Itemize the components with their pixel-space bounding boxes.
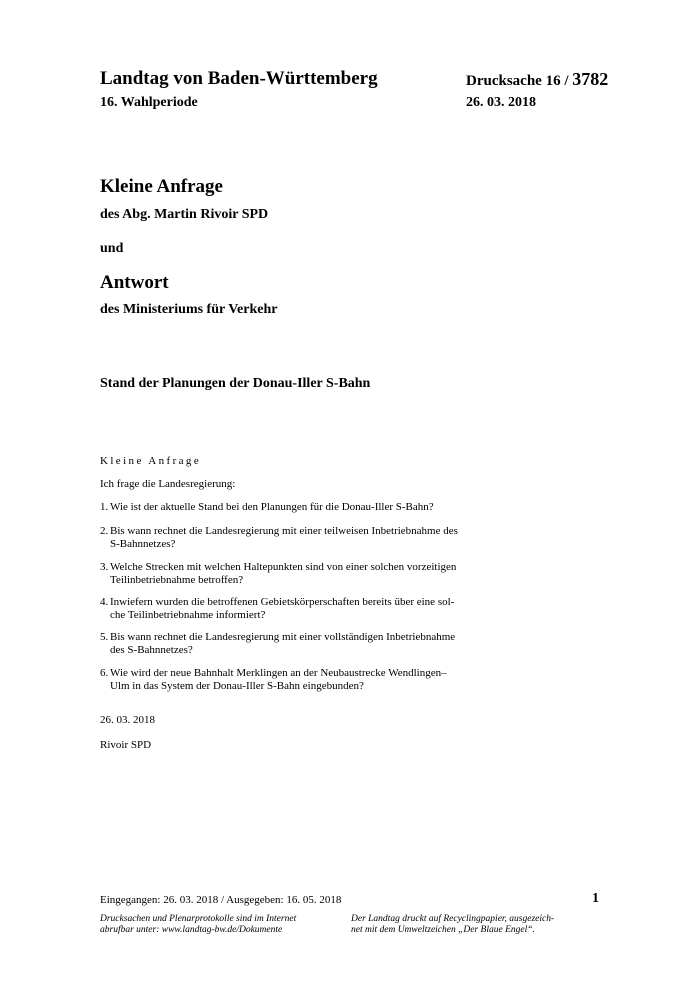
signature-date: 26. 03. 2018 [100, 714, 155, 726]
footer-note-left [100, 914, 296, 936]
question-line: Bis wann rechnet die Landesregierung mit einer teilweisen Inbetriebnahme des [110, 525, 458, 537]
question-line: Welche Strecken mit welchen Haltepunkten sind von einer solchen vorzeitigen [110, 561, 457, 573]
question-text [100, 596, 472, 622]
footer-note-line: abrufbar unter: www.landtag-bw.de/Dokumente [100, 925, 283, 935]
answer-author: des Ministeriums für Verkehr [100, 302, 278, 317]
footer-note-line: Drucksachen und Plenarprotokolle sind im Internet [100, 914, 297, 924]
question-number: 2. [100, 525, 109, 537]
question-number: 3. [100, 561, 109, 573]
section-label: Kleine Anfrage [100, 455, 202, 467]
inquiry-intro: Ich frage die Landesregierung: [100, 478, 236, 490]
parliament-name: Landtag von Baden-Württemberg [100, 68, 378, 89]
answer-heading: Antwort [100, 272, 169, 293]
question-2 [100, 525, 472, 551]
question-5 [100, 631, 472, 657]
footer-note-line: net mit dem Umweltzeichen „Der Blaue Engel“. [351, 925, 535, 935]
question-line: Ulm in das System der Donau-Iller S-Bahn eingebunden? [110, 680, 364, 692]
question-3 [100, 561, 472, 587]
question-number: 4. [100, 596, 109, 608]
signature-name: Rivoir SPD [100, 739, 152, 751]
inquiry-heading: Kleine Anfrage [100, 176, 223, 197]
conjunction: und [100, 241, 124, 256]
question-text [100, 525, 472, 551]
inquiry-author: des Abg. Martin Rivoir SPD [100, 207, 269, 222]
question-line: Wie wird der neue Bahnhalt Merklingen an der Neubaustrecke Wendlingen– [110, 667, 447, 679]
legislative-period: 16. Wahlperiode [100, 95, 198, 110]
document-label: Drucksache 16 / [466, 73, 573, 89]
question-line: Teilinbetriebnahme betroffen? [110, 574, 244, 586]
question-line: Wie ist der aktuelle Stand bei den Planungen für die Donau-Iller S-Bahn? [110, 501, 434, 513]
document-number [466, 69, 608, 90]
question-number: 6. [100, 667, 109, 679]
footer-note-line: Der Landtag druckt auf Recyclingpapier, ausgezeich- [351, 914, 555, 924]
question-line: S-Bahnnetzes? [110, 538, 176, 550]
footer-note-right [351, 914, 554, 936]
received-issued-dates: Eingegangen: 26. 03. 2018 / Ausgegeben: 16. 05. 2018 [100, 894, 342, 906]
question-text [100, 631, 472, 657]
question-line: Inwiefern wurden die betroffenen Gebietskörperschaften bereits über eine sol- [110, 596, 455, 608]
question-line: che Teilinbetriebnahme informiert? [110, 609, 266, 621]
document-date: 26. 03. 2018 [466, 95, 536, 110]
question-6 [100, 667, 472, 693]
question-number: 5. [100, 631, 109, 643]
question-text [100, 667, 472, 693]
page-number: 1 [592, 891, 599, 906]
question-line: des S-Bahnnetzes? [110, 644, 193, 656]
question-text [100, 561, 472, 587]
subject-title: Stand der Planungen der Donau-Iller S-Bahn [100, 376, 371, 391]
question-text [100, 501, 472, 514]
question-line: Bis wann rechnet die Landesregierung mit einer vollständigen Inbetriebnahme [110, 631, 456, 643]
question-number: 1. [100, 501, 109, 513]
question-4 [100, 596, 472, 622]
question-1 [100, 501, 472, 514]
document-number-value: 3782 [572, 69, 609, 89]
